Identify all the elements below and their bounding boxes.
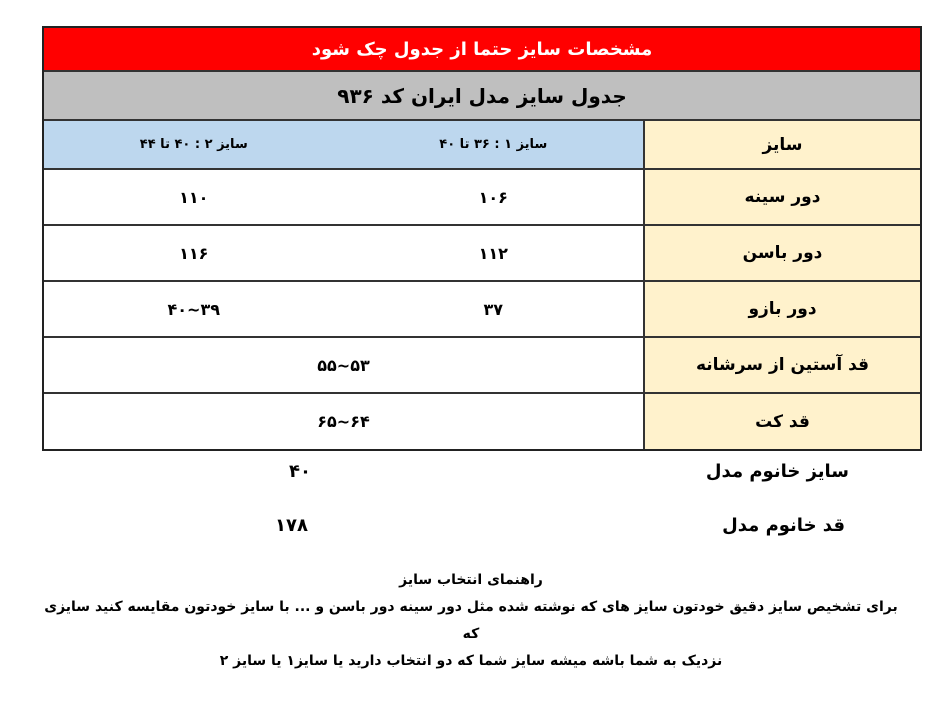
table-subtitle: جدول سایز مدل ایران کد ۹۳۶: [44, 72, 920, 121]
row-values: [44, 394, 643, 449]
model-size-value: ۴۰: [289, 461, 311, 482]
table-row-arm: [44, 282, 920, 338]
row-label: دور سینه: [643, 170, 920, 224]
model-size-label: سایز خانوم مدل: [705, 461, 849, 482]
model-size-line: [289, 461, 849, 491]
cell-size2: ۱۱۰: [179, 187, 209, 207]
cell-size2: ۳۹~۴۰: [167, 299, 220, 319]
cell-merged: ۵۳~۵۵: [317, 355, 370, 375]
header-size1: سایز ۱ : ۳۶ تا ۴۰: [439, 137, 548, 152]
guide-line-1: برای تشخیص سایز دقیق خودتون سایز های که نوشته شده مثل دور سینه دور باسن و ... با سایز خودتون مقایسه کنید سایزی که: [44, 599, 898, 642]
guide-line-2: نزدیک به شما باشه میشه سایز شما که دو انتخاب دارید یا سایز۱ یا سایز ۲: [219, 653, 723, 669]
cell-size1: ۱۱۲: [478, 243, 508, 263]
warning-banner: مشخصات سایز حتما از جدول چک شود: [44, 28, 920, 72]
cell-merged: ۶۴~۶۵: [317, 412, 370, 431]
size-guide: [40, 567, 902, 675]
row-label: قد کت: [643, 394, 920, 449]
size-table: [42, 26, 922, 451]
cell-size1: ۱۰۶: [478, 187, 508, 207]
row-values: [44, 170, 643, 224]
model-height-value: ۱۷۸: [275, 515, 308, 536]
model-height-label: قد خانوم مدل: [722, 515, 845, 536]
row-label: دور بازو: [643, 282, 920, 336]
header-size2: سایز ۲ : ۴۰ تا ۴۴: [139, 137, 248, 152]
row-label: دور باسن: [643, 226, 920, 280]
row-label: قد آستین از سرشانه: [643, 338, 920, 392]
row-values: [44, 338, 643, 392]
table-header-row: [44, 121, 920, 170]
table-row-chest: [44, 170, 920, 226]
header-values: [44, 121, 643, 168]
table-row-hip: [44, 226, 920, 282]
cell-size2: ۱۱۶: [179, 243, 209, 263]
cell-size1: ۳۷: [483, 299, 504, 319]
row-values: [44, 282, 643, 336]
guide-title: راهنمای انتخاب سایز: [399, 572, 543, 588]
table-row-coat-length: [44, 394, 920, 449]
model-height-line: [275, 515, 845, 545]
header-size-label: سایز: [643, 121, 920, 168]
row-values: [44, 226, 643, 280]
table-row-sleeve-length: [44, 338, 920, 394]
